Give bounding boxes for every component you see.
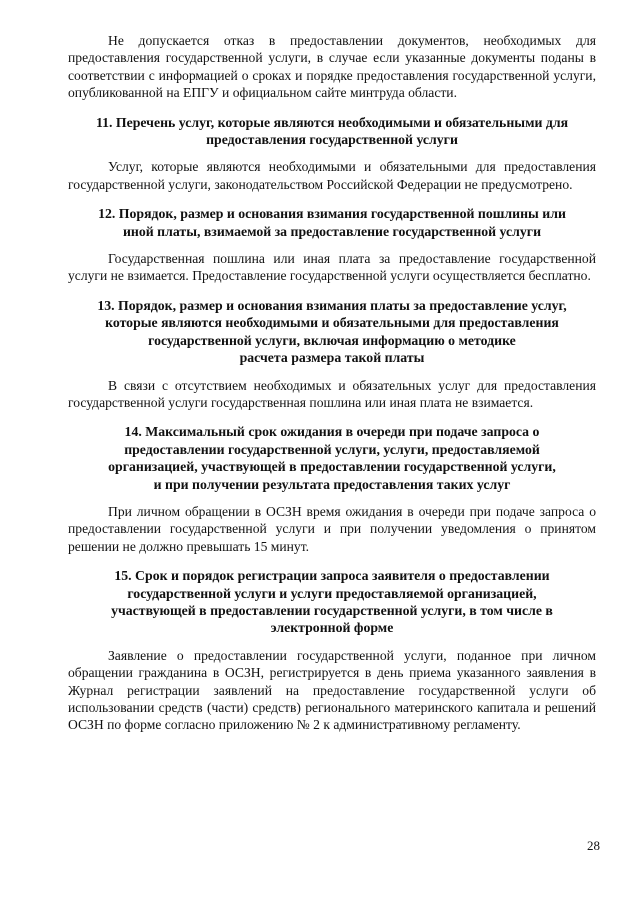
section-heading-line: предоставления государственной услуги <box>206 132 458 148</box>
page-number: 28 <box>587 838 600 853</box>
section-heading-line: 11. Перечень услуг, которые являются необходимыми и обязательными для <box>95 114 569 130</box>
section-heading-line: и при получении результата предоставления таких услуг <box>153 476 511 492</box>
section-15-paragraph: Заявление о предоставлении государственной услуги, поданное при личном обращении гражданина в ОСЗН, регистрируется в день приема указанного заявления в Журнал регистрации заявлений на предоставление государственной услуги об использовании средств (части) средств) регионального материнского капитала и решений ОСЗН по форме согласно приложению № 2 к административному регламенту. <box>68 647 596 733</box>
section-heading-line: предоставлении государственной услуги, услуги, предоставляемой <box>124 441 540 457</box>
section-heading-line: иной платы, взимаемой за предоставление государственной услуги <box>122 223 542 239</box>
section-heading-line: 14. Максимальный срок ожидания в очереди при подаче запроса о <box>124 424 540 440</box>
section-heading-line: 12. Порядок, размер и основания взимания государственной пошлины или <box>98 206 566 222</box>
section-heading-line: государственной услуги и услуги предоставляемой организацией, <box>127 585 537 601</box>
section-heading-line: участвующей в предоставлении государственной услуги, в том числе в <box>111 602 553 618</box>
section-heading-line: организацией, участвующей в предоставлении государственной услуги, <box>108 459 556 475</box>
section-heading-line: расчета размера такой платы <box>239 350 425 366</box>
section-heading-line: 15. Срок и порядок регистрации запроса заявителя о предоставлении <box>114 568 550 584</box>
section-heading-line: 13. Порядок, размер и основания взимания платы за предоставление услуг, <box>97 297 567 313</box>
document-page <box>68 32 596 734</box>
section-heading-line: государственной услуги, включая информацию о методике <box>148 332 516 348</box>
section-15-heading <box>68 567 596 637</box>
section-14-heading <box>68 423 596 493</box>
section-11-paragraph: Услуг, которые являются необходимыми и обязательными для предоставления государственной услуги, законодательством Российской Федерации не предусмотрено. <box>68 159 596 192</box>
intro-paragraph: Не допускается отказ в предоставлении документов, необходимых для предоставления государственной услуги, в случае если указанные документы поданы в соответствии с информацией о сроках и порядке предоставления государственной услуги, опубликованной на ЕПГУ и официальном сайте минтруда области. <box>68 33 596 101</box>
section-heading-line: которые являются необходимыми и обязательными для предоставления <box>105 315 559 331</box>
section-12-heading <box>68 205 596 240</box>
section-13-paragraph: В связи с отсутствием необходимых и обязательных услуг для предоставления государственной услуги государственная пошлина или иная плата не взимается. <box>68 377 596 410</box>
section-heading-line: электронной форме <box>270 620 394 636</box>
section-13-heading <box>68 297 596 367</box>
section-12-paragraph: Государственная пошлина или иная плата за предоставление государственной услуги не взимается. Предоставление государственной услуги осуществляется бесплатно. <box>68 251 596 284</box>
section-14-paragraph: При личном обращении в ОСЗН время ожидания в очереди при подаче запроса о предоставлении государственной услуги и при получении уведомления о принятом решении не должно превышать 15 минут. <box>68 503 596 554</box>
section-11-heading <box>68 114 596 149</box>
